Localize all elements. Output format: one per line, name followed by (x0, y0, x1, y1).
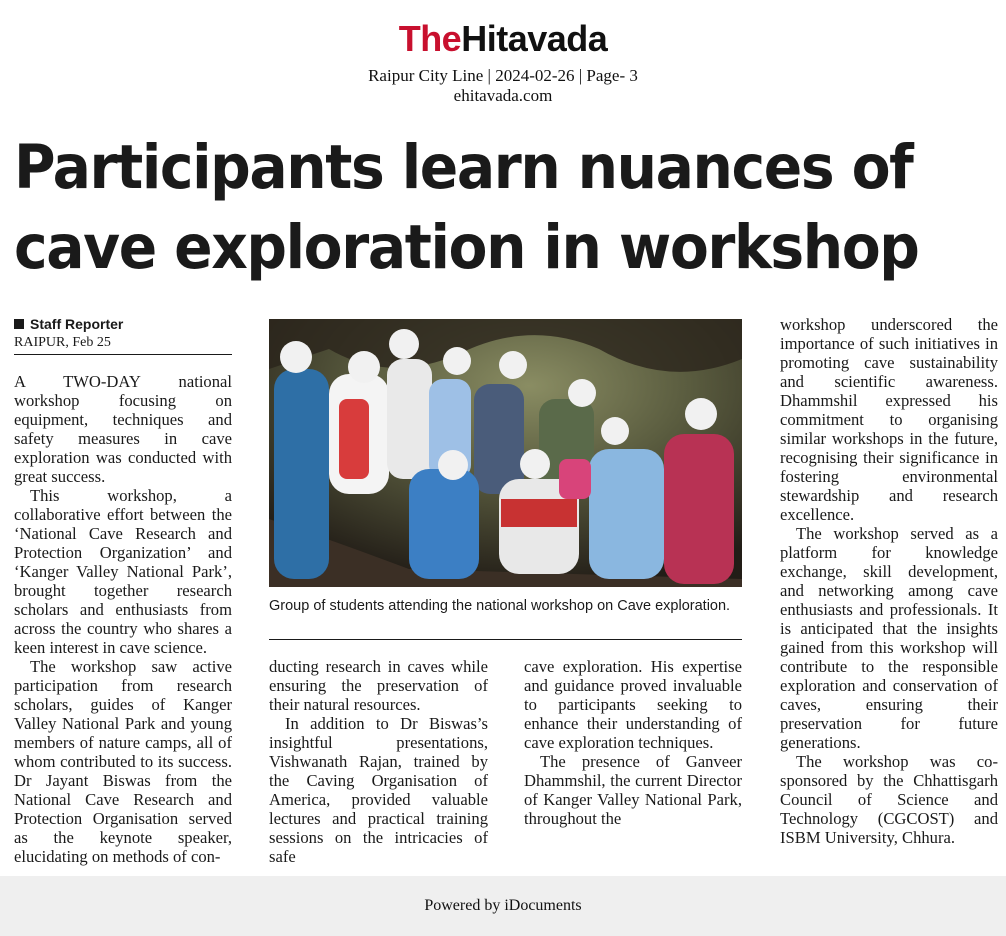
logo-hitavada: Hitavada (461, 18, 608, 59)
byline (14, 316, 232, 332)
edition-info: Raipur City Line | 2024-02-26 | Page- 3 (368, 66, 638, 85)
footer (0, 876, 1006, 936)
paragraph: ducting research in caves while ensuring the preservation of their natural resources. (269, 657, 488, 714)
paragraph: workshop underscored the importance of such initiatives in promoting cave sustainability and scientific awareness. Dhammshil expressed his commitment to organising similar workshops in the future, recognising their significance in fostering environmental stewardship and research excellence. (780, 315, 998, 524)
newspaper-logo[interactable] (0, 18, 1006, 60)
dateline: RAIPUR, Feb 25 (14, 335, 111, 350)
byline-block (14, 316, 232, 355)
article-column-4 (780, 315, 998, 847)
paragraph: A TWO-DAY national workshop focusing on equipment, techniques and safety measures in cave exploration was conducted with great success. (14, 372, 232, 486)
article-photo[interactable] (269, 319, 742, 587)
paragraph: This workshop, a collaborative effort between the ‘National Cave Research and Protection Organization’ and ‘Kanger Valley National Park’, brought together research scholars and enthusiasts from across the country who shares a keen interest in cave science. (14, 486, 232, 657)
article-column-1 (14, 372, 232, 866)
site-link[interactable]: ehitavada.com (453, 86, 553, 105)
powered-by-link[interactable]: Powered by iDocuments (424, 897, 582, 914)
article-headline (14, 128, 925, 288)
article-column-2 (269, 657, 488, 866)
paragraph: The workshop was co-sponsored by the Chhattisgarh Council of Science and Technology (CGCOST) and ISBM University, Chhura. (780, 752, 998, 847)
headline-line-1: Participants learn nuances of (14, 132, 913, 203)
paragraph: The workshop saw active participation from research scholars, guides of Kanger Valley National Park and young members of nature camps, all of whom contributed to its success. Dr Jayant Biswas from the National Cave Research and Protection Organisation served as the keynote speaker, elucidating on methods of con- (14, 657, 232, 866)
byline-divider (14, 354, 232, 355)
headline-line-2: cave exploration in workshop (14, 212, 919, 283)
photo-caption: Group of students attending the national workshop on Cave exploration. (269, 598, 731, 614)
paragraph: In addition to Dr Biswas’s insightful presentations, Vishwanath Rajan, trained by the Caving Organisation of America, provided valuable lectures and practical training sessions on the intricacies of safe (269, 714, 488, 866)
paragraph: The workshop served as a platform for knowledge exchange, skill development, and networking among cave enthusiasts and professionals. It is anticipated that the insights gained from this workshop will contribute to the responsible exploration and conservation of caves, ensuring their preservation for future generations. (780, 524, 998, 752)
paragraph: The presence of Ganveer Dhammshil, the current Director of Kanger Valley National Park, throughout the (524, 752, 742, 828)
byline-text: Staff Reporter (30, 316, 124, 332)
article-column-3 (524, 657, 742, 828)
logo-the: The (398, 18, 462, 59)
masthead (0, 18, 1006, 106)
square-bullet-icon (14, 319, 24, 329)
paragraph: cave exploration. His expertise and guidance proved invaluable to participants seeking to enhance their understanding of cave exploration techniques. (524, 657, 742, 752)
caption-divider (269, 639, 742, 640)
